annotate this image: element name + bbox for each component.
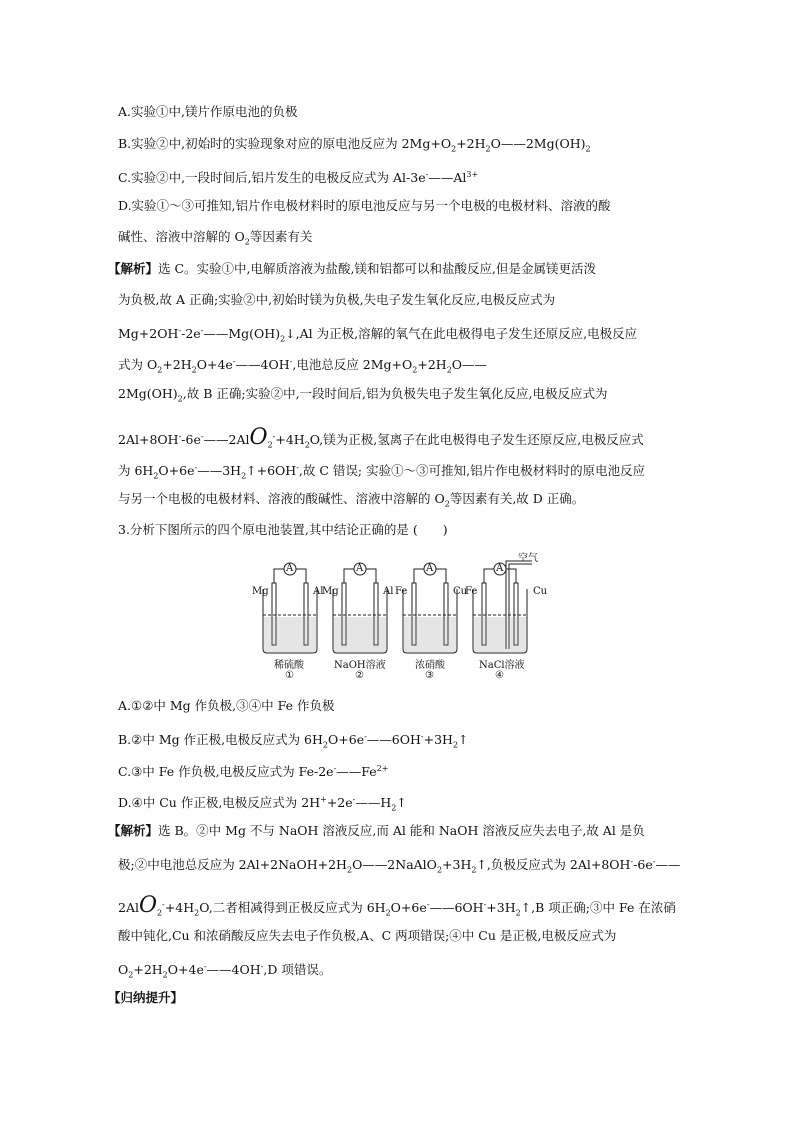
analysis-1-line2: 为负极,故 A 正确;实验②中,初始时镁为负极,失电子发生氧化反应,电极反应式为 [118,292,556,307]
cell-3-number: ③ [425,670,434,681]
analysis-1-line7: 为 $6H_2O+6e^-——3H_2↑+6OH^-$,故 C 错误; 实验①～③可推知,铝片作电极材料时的原电池反应 [118,463,646,481]
q3-option-a: A.①②中 Mg 作负极,③④中 Fe 作负极 [118,698,335,713]
q3-option-b: B.②中 Mg 作正极,电极反应式为 $6H_2O+6e^-——6OH^-+3H_2↑$ [118,732,469,750]
analysis-2-line1: 【解析】选 B。②中 Mg 不与 NaOH 溶液反应,而 Al 能和 NaOH 溶液反应失去电子,故 Al 是负 [108,823,645,838]
cell-1-left-electrode: Mg [252,586,269,597]
galvanic-cells-figure [250,553,550,685]
summary-heading: 【归纳提升】 [108,990,184,1005]
ammeter-3: A [426,563,434,574]
analysis-2-line5: $O_2+2H_2O+4e^-——4OH^-,D$ 项错误。 [118,962,332,980]
option-d-line2: 碱性、溶液中溶解的 $O_2$等因素有关 [118,229,313,247]
cell-1-number: ① [285,670,294,681]
ammeter-1: A [286,563,294,574]
analysis-1-line1: 【解析】选 C。实验①中,电解质溶液为盐酸,镁和铝都可以和盐酸反应,但是金属镁更活泼 [108,261,596,276]
cell-3-right-electrode: Cu [453,586,468,597]
cell-4-number: ④ [495,670,504,681]
analysis-1-line5: $2Mg(OH)_2$,故 B 正确;实验②中,一段时间后,铝为负极失电子发生氧化反应,电极反应式为 [118,386,608,404]
cell-3-solution: 浓硝酸 [415,660,445,671]
analysis-2-line4: 酸中钝化,Cu 和浓硝酸反应失去电子作负极,A、C 两项错误;④中 Cu 是正极,电极反应式为 [118,928,617,943]
option-d-line1: D.实验①～③可推知,铝片作电极材料时的原电池反应与另一个电极的电极材料、溶液的酸 [118,198,611,213]
analysis-2-line3: $2AlO_2^-+4H_2O$,二者相减得到正极反应式为 $6H_2O+6e^-——6OH^-+3H_2↑,B$ 项正确;③中 Fe 在浓硝 [118,893,676,919]
analysis-1-line4: 式为 $O_2+2H_2O+4e^-——4OH^-$,电池总反应 $2Mg+O_2+2H_2O——$ [118,357,488,375]
air-label: 空气 [518,553,538,564]
cell-2-number: ② [355,670,364,681]
q3-option-d: D.④中 Cu 作正极,电极反应式为 $2H^++2e^-——H_2↑$ [118,795,407,813]
analysis-1-line6: $2Al+8OH^--6e^-——2AlO_2^-+4H_2O$,镁为正极,氢离子在此电极得电子发生还原反应,电极反应式 [118,425,644,451]
cell-2-right-electrode: Al [383,586,394,597]
analysis-2-line2: 极;②中电池总反应为 $2Al+2NaOH+2H_2O——2NaAlO_2+3H_2↑$,负极反应式为 2Al+8OH--6e-—— [118,857,681,875]
cell-4-right-electrode: Cu [533,586,548,597]
cell-1-solution: 稀硫酸 [274,660,304,671]
option-a: A.实验①中,镁片作原电池的负极 [118,104,298,119]
option-b: B.实验②中,初始时的实验现象对应的原电池反应为 $2Mg+O_2+2H_2O——2Mg(OH)_2$ [118,136,591,154]
ammeter-2: A [356,563,364,574]
cell-2-left-electrode: Mg [322,586,339,597]
cell-4-left-electrode: Fe [465,586,478,597]
ammeter-4: A [496,563,504,574]
cell-3-left-electrode: Fe [395,586,408,597]
question-3-stem: 3.分析下图所示的四个原电池装置,其中结论正确的是 ( ) [118,522,448,537]
cell-2-solution: NaOH溶液 [334,660,386,671]
analysis-1-line8: 与另一个电极的电极材料、溶液的酸碱性、溶液中溶解的 $O_2$等因素有关,故 D 正确。 [118,491,585,509]
cell-4-solution: NaCl溶液 [479,660,525,671]
q3-option-c: C.③中 Fe 作负极,电极反应式为 $Fe-2e^-——Fe^{2+}$ [118,764,389,780]
option-c: C.实验②中,一段时间后,铝片发生的电极反应式为 $Al-3e^-——Al^{3+}$ [118,170,479,186]
cell-1-right-electrode: Al [313,586,324,597]
analysis-1-line3: $Mg+2OH^--2e^-——Mg(OH)_2↓,Al$ 为正极,溶解的氧气在此电极得电子发生还原反应,电极反应 [118,326,638,344]
